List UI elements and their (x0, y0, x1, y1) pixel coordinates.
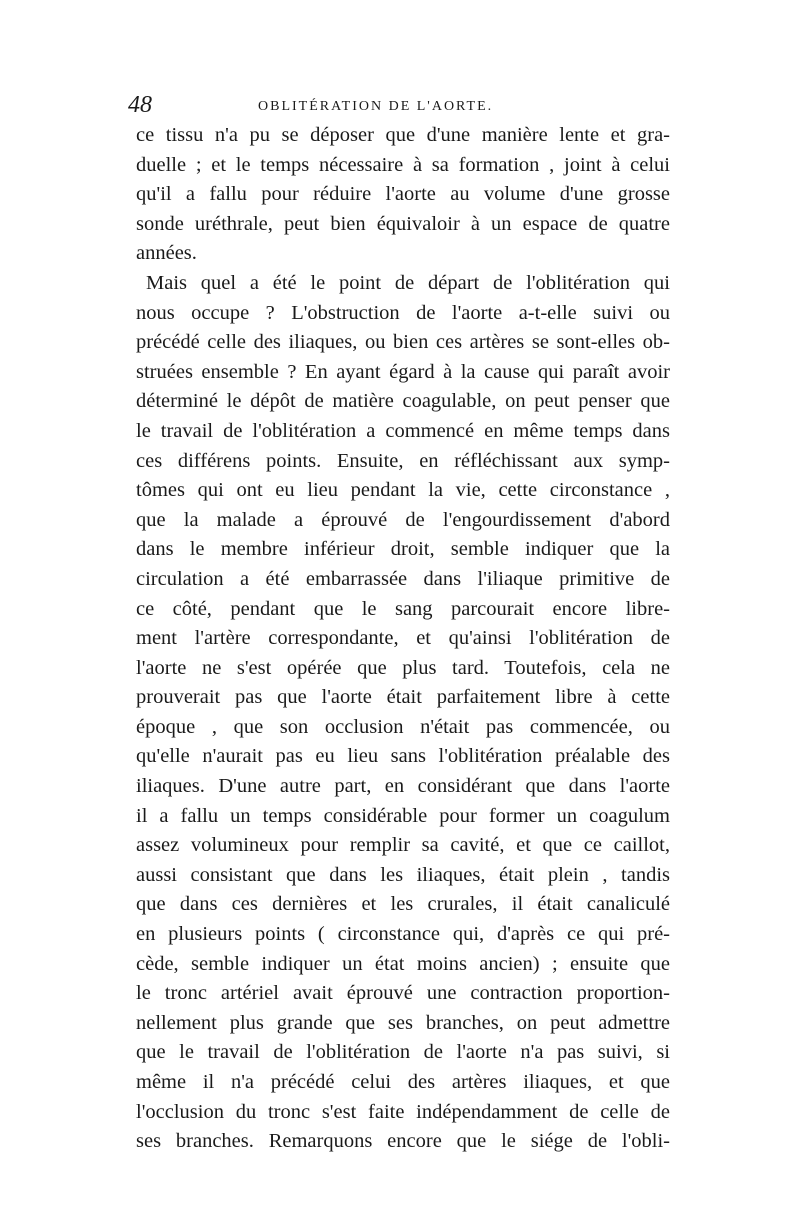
text-line: dans le membre inférieur droit, semble indiquer que la (136, 538, 670, 561)
text-line: circulation a été embarrassée dans l'iliaque primitive de (136, 567, 670, 590)
page-number: 48 (128, 92, 152, 118)
text-line: ce tissu n'a pu se déposer que d'une manière lente et gra- (136, 124, 670, 146)
text-line: le tronc artériel avait éprouvé une contraction proportion- (136, 982, 670, 1005)
text-line: ce côté, pendant que le sang parcourait encore libre- (136, 597, 670, 620)
text-line: iliaques. D'une autre part, en considérant que dans l'aorte (136, 775, 670, 798)
text-line: struées ensemble ? En ayant égard à la cause qui paraît avoir (136, 360, 670, 383)
text-line: ment l'artère correspondante, et qu'ainsi l'oblitération de (136, 627, 670, 650)
text-line: l'occlusion du tronc s'est faite indépendamment de celle de (136, 1100, 670, 1123)
text-line: Mais quel a été le point de départ de l'oblitération qui (146, 271, 670, 294)
text-line: que le travail de l'oblitération de l'aorte n'a pas suivi, si (136, 1041, 670, 1064)
text-line: assez volumineux pour remplir sa cavité, et que ce caillot, (136, 834, 670, 857)
text-line: cède, semble indiquer un état moins ancien) ; ensuite que (136, 952, 670, 975)
text-line: précédé celle des iliaques, ou bien ces artères se sont-elles ob- (136, 331, 670, 354)
text-line: en plusieurs points ( circonstance qui, d'après ce qui pré- (136, 923, 670, 946)
text-line: nellement plus grande que ses branches, on peut admettre (136, 1011, 670, 1034)
text-line: déterminé le dépôt de matière coagulable, on peut penser que (136, 390, 670, 413)
page-header (128, 90, 670, 120)
text-line: que dans ces dernières et les crurales, il était canaliculé (136, 893, 670, 916)
text-line: prouverait pas que l'aorte était parfaitement libre à cette (136, 686, 670, 709)
text-line: le travail de l'oblitération a commencé en même temps dans (136, 419, 670, 442)
text-line: l'aorte ne s'est opérée que plus tard. Toutefois, cela ne (136, 656, 670, 679)
text-line: que la malade a éprouvé de l'engourdissement d'abord (136, 508, 670, 531)
text-line: qu'elle n'aurait pas eu lieu sans l'oblitération préalable des (136, 745, 670, 768)
text-line: il a fallu un temps considérable pour former un coagulum (136, 804, 670, 827)
text-line: années. (136, 242, 197, 265)
text-line: nous occupe ? L'obstruction de l'aorte a-t-elle suivi ou (136, 301, 670, 324)
text-line: tômes qui ont eu lieu pendant la vie, cette circonstance , (136, 479, 670, 502)
text-line: ses branches. Remarquons encore que le siége de l'obli- (136, 1130, 670, 1153)
text-line: ces différens points. Ensuite, en réfléchissant aux symp- (136, 449, 670, 472)
text-line: sonde uréthrale, peut bien équivaloir à un espace de quatre (136, 212, 670, 235)
text-line: duelle ; et le temps nécessaire à sa formation , joint à celui (136, 153, 670, 176)
text-line: qu'il a fallu pour réduire l'aorte au volume d'une grosse (136, 183, 670, 206)
text-line: aussi consistant que dans les iliaques, était plein , tandis (136, 863, 670, 886)
text-line: époque , que son occlusion n'était pas commencée, ou (136, 715, 670, 738)
body-text (136, 121, 670, 1157)
running-head: OBLITÉRATION DE L'AORTE. (258, 99, 494, 114)
text-line: même il n'a précédé celui des artères iliaques, et que (136, 1071, 670, 1093)
